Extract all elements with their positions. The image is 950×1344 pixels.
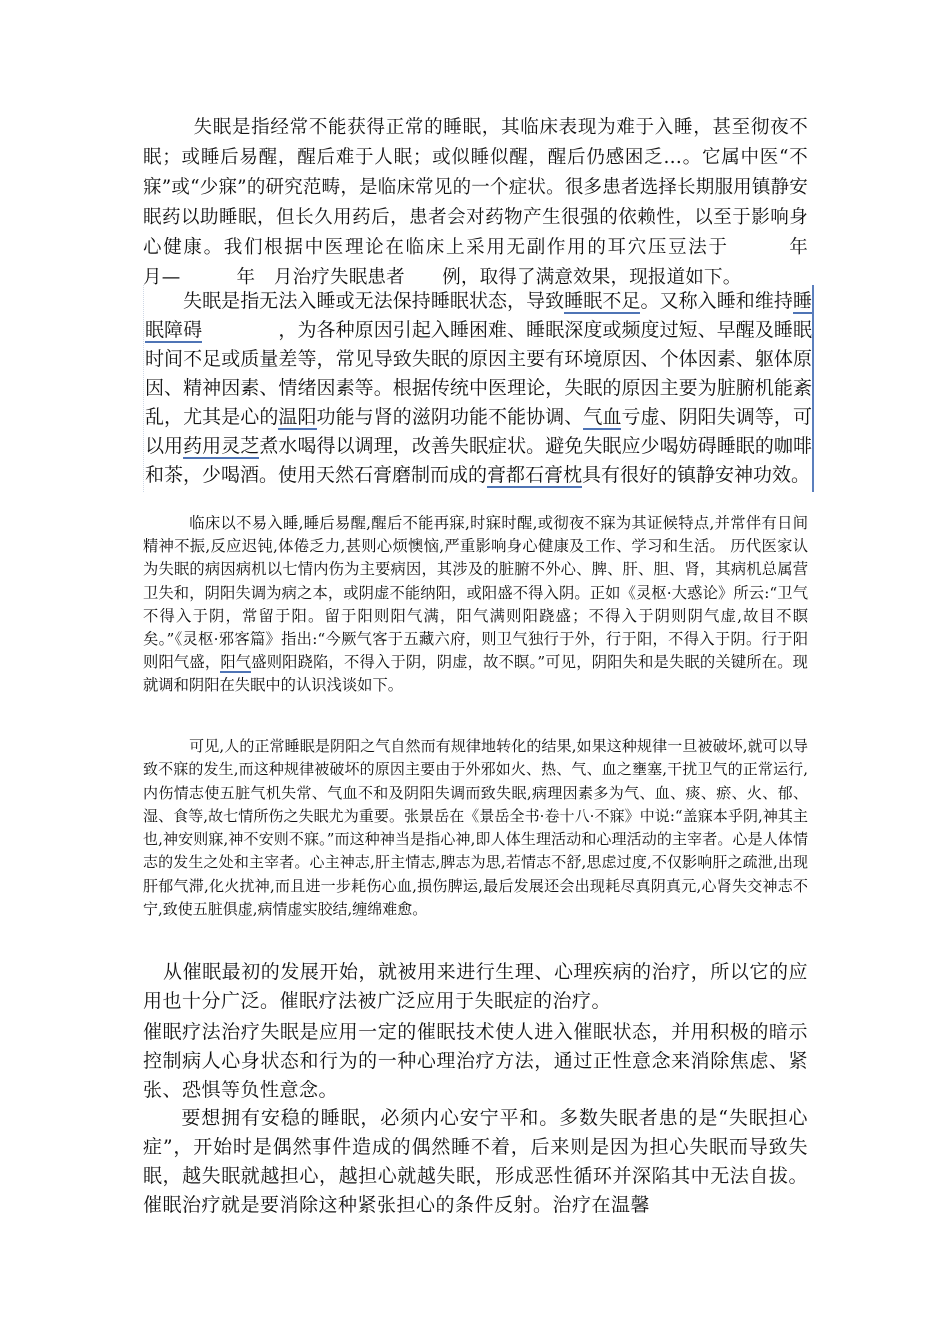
definition-text-5: 亏虚、阴阳失调等，可以用 [145,406,812,457]
definition-text-3: ，为各种原因引起入睡困难、睡眠深度或频度过短、早醒及睡眠时间不足或质量差等，常见导致失眠的原因主要有环境原因、个体因素、躯体原因、精神因素、情绪因素等。根据传统中医理论，失眠的原因主要为脏腑机能紊乱，尤其是心的 [145,319,812,428]
hypnosis-treatment-text: 要想拥有安稳的睡眠，必须内心安宁平和。多数失眠者患的是“失眠担心症”，开始时是偶然事件造成的偶然睡不着，后来则是因为担心失眠而导致失眠，越失眠就越担心，越担心就越失眠，形成恶性循环并深陷其中无法自拔。催眠治疗就是要消除这种紧张担心的条件反射。治疗在温馨 [143,1107,808,1216]
link-warm-yang[interactable]: 温阳 [278,406,317,428]
link-qi-blood[interactable]: 气血 [583,406,622,428]
clinical-text-1: 临床以不易入睡,睡后易醒,醒后不能再寐,时寐时醒,或彻夜不寐为其证候特点,并常伴有日间精神不振,反应迟钝,体倦乏力,甚则心烦懊恼,严重影响身心健康及工作、学习和生活。 历代医家认为失眠的病因病机以七情内伤为主要病因，其涉及的脏腑不外心、脾、肝、胆、肾，其病机总属营卫失和，阴阳失调为病之本，或阴虚不能纳阳，或阳盛不得入阴。正如《灵枢·大惑论》所云:“卫气不得入于阴，常留于阳。留于阳则阳气满，阳气满则阳跷盛；不得入于阴则阴气虚,故目不瞑矣。”《灵枢·邪客篇》指出:“今厥气客于五藏六府，则卫气独行于外，行于阳，不得入于阴。行于阳则阳气盛， [143,514,808,672]
hypnosis-method-paragraph [143,1018,808,1105]
pathology-paragraph [143,735,808,921]
definition-text-1: 失眠是指无法入睡或无法保持睡眠状态，导致 [183,290,565,312]
link-gypsum-pillow[interactable]: 膏都石膏枕 [487,464,583,486]
link-medicinal-lingzhi[interactable]: 药用灵芝 [183,435,260,457]
definition-text-7: 具有很好的镇静安神功效。 [582,464,811,486]
definition-text-6: 煮水喝得以调理，改善失眠症状。避免失眠应少喝妨碍睡眠的咖啡和茶，少喝酒。使用天然石膏磨制而成的 [145,435,812,486]
definition-text-4: 功能与肾的滋阴功能不能协调、 [316,406,584,428]
hypnosis-method-text: 催眠疗法治疗失眠是应用一定的催眠技术使人进入催眠状态，并用积极的暗示控制病人心身状态和行为的一种心理治疗方法，通过正性意念来消除焦虑、紧张、恐惧等负性意念。 [143,1021,808,1101]
clinical-paragraph [143,512,808,698]
pathology-text: 可见,人的正常睡眠是阴阳之气自然而有规律地转化的结果,如果这种规律一旦被破坏,就可以导致不寐的发生,而这种规律被破坏的原因主要由于外邪如火、热、气、血之壅塞,干扰卫气的正常运行,内伤情志使五脏气机失常、气血不和及阴阳失调而致失眠,病理因素多为气、血、痰、瘀、火、郁、湿、食等,故七情所伤之失眠尤为重要。张景岳在《景岳全书·卷十八·不寐》中说:“盖寐本乎阴,神其主也,神安则寐,神不安则不寐。”而这种神当是指心神,即人体生理活动和心理活动的主宰者。心是人体情志的发生之处和主宰者。心主神志,肝主情志,脾志为思,若情志不舒,思虑过度,不仅影响肝之疏泄,出现肝郁气滞,化火扰神,而且进一步耗伤心血,损伤脾运,最后发展还会出现耗尽真阴真元,心肾失交神志不宁,致使五脏俱虚,病情虚实胶结,缠绵难愈。 [143,737,808,919]
definition-text-2: 。又称入睡和维持 [640,290,793,312]
clinical-text-2: 盛则阳跷陷，不得入于阴，阴虚，故不瞑。”可见，阴阳失和是失眠的关键所在。现就调和阴阳在失眠中的认识浅谈如下。 [143,653,808,695]
link-sleep-deficiency[interactable]: 睡眠不足 [564,290,641,312]
hypnosis-intro-paragraph [143,958,808,1016]
hypnosis-intro-text: 从催眠最初的发展开始，就被用来进行生理、心理疾病的治疗，所以它的应用也十分广泛。催眠疗法被广泛应用于失眠症的治疗。 [143,961,808,1012]
link-sleep-disorder[interactable]: 睡眠障碍 [145,290,812,341]
link-yang-qi[interactable]: 阳气 [220,653,252,672]
intro-text: 失眠是指经常不能获得正常的睡眠，其临床表现为难于入睡，甚至彻夜不眠；或睡后易醒，醒后难于人眠；或似睡似醒，醒后仍感困乏…。它属中医“不寐”或“少寐”的研究范畴，是临床常见的一个症状。很多患者选择长期服用镇静安眠药以助睡眠，但长久用药后，患者会对药物产生很强的依赖性，以至于影响身心健康。我们根据中医理论在临床上采用无副作用的耳穴压豆法于 年 月— 年 月治疗失眠患者 例，取得了满意效果，现报道如下。 [143,117,846,288]
hypnosis-treatment-paragraph [143,1104,808,1220]
definition-paragraph [143,285,814,492]
intro-paragraph [143,113,846,293]
